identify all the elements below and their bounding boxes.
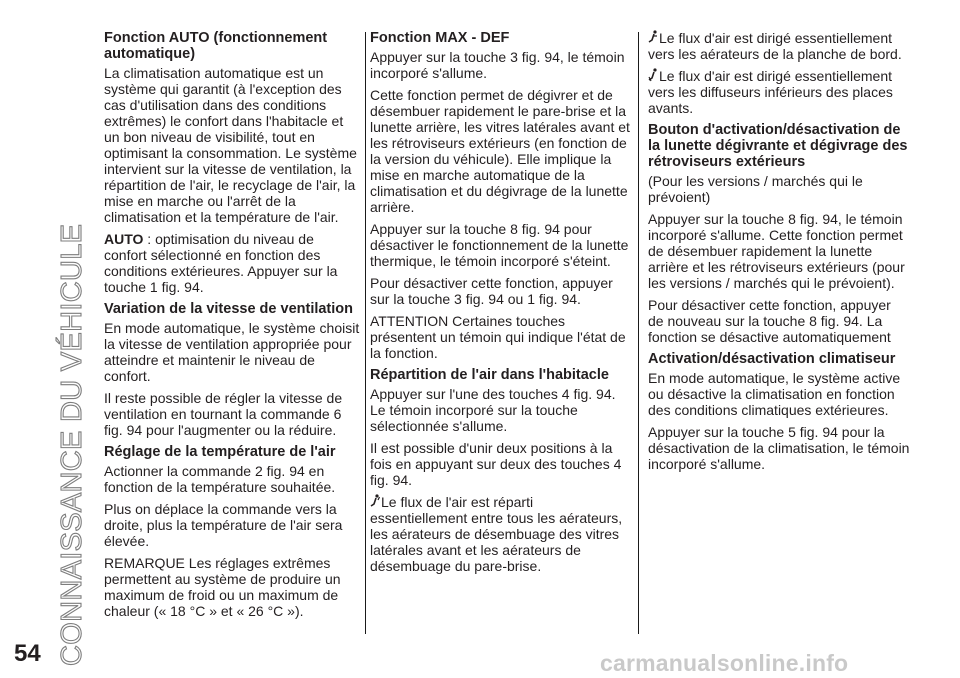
paragraph: Pour désactiver cette fonction, appuyer de nouveau sur la touche 8 fig. 94. La fonction se désactive automatiquement: [648, 297, 891, 345]
air-distribution-feet-icon: [648, 68, 658, 82]
paragraph: La climatisation automatique est un système qui garantit (à l'exception des cas d'utilisation dans des conditions extrêmes) le confort dans l'habitacle et un bon niveau de visibilité, tout en optimisant la consommation. Le système intervient sur la vitesse de ventilation, la répartition de l'air, le recyclage de l'air, la mise en marche ou l'arrêt de la climatisation et la température de l'air.: [104, 65, 357, 225]
heading-auto-function: Fonction AUTO (fonctionnement automatique): [104, 30, 328, 62]
paragraph-note: REMARQUE Les réglages extrêmes permettent au système de produire un maximum de froid ou un maximum de chaleur (« 18 °C » et « 26 °C »).: [104, 555, 341, 619]
paragraph: (Pour les versions / marchés qui le prévoient): [648, 173, 863, 205]
text-column-3: [648, 30, 910, 478]
heading-max-def: Fonction MAX - DEF: [370, 30, 510, 46]
vent-feet-text: Le flux d'air est dirigé essentiellement vers les diffuseurs inférieurs des places avants.: [648, 68, 893, 116]
heading-air-distribution: Répartition de l'air dans l'habitacle: [370, 367, 609, 383]
paragraph: Pour désactiver cette fonction, appuyer sur la touche 3 fig. 94 ou 1 fig. 94.: [370, 275, 613, 307]
watermark: carmanualsonline.info: [600, 650, 849, 676]
paragraph: Appuyer sur la touche 8 fig. 94, le témoin incorporé s'allume. Cette fonction permet de désembuer rapidement la lunette arrière et les rétroviseurs extérieurs (pour les versions / marchés qui le prévoient).: [648, 211, 905, 291]
paragraph: En mode automatique, le système choisit la vitesse de ventilation appropriée pour atteindre et maintenir le niveau de confort.: [104, 320, 360, 384]
vent-dashboard-text: Le flux d'air est dirigé essentiellement vers les aérateurs de la planche de bord.: [648, 30, 902, 62]
heading-fan-speed: Variation de la vitesse de ventilation: [104, 301, 354, 317]
heading-rear-defrost: Bouton d'activation/désactivation de la lunette dégivrante et dégivrage des rétroviseurs extérieurs: [648, 122, 908, 170]
air-distribution-dashboard-icon: [648, 30, 658, 44]
paragraph: Appuyer sur la touche 5 fig. 94 pour la désactivation de la climatisation, le témoin incorporé s'allume.: [648, 424, 910, 472]
heading-air-conditioning: Activation/désactivation climatiseur: [648, 351, 896, 367]
heading-temperature: Réglage de la température de l'air: [104, 444, 336, 460]
air-distribution-all-vents-icon: [370, 494, 380, 508]
auto-description: : optimisation du niveau de confort sélectionné en fonction des conditions extérieures. Appuyer sur la touche 1 fig. 94.: [104, 231, 338, 295]
paragraph: En mode automatique, le système active ou désactive la climatisation en fonction des conditions climatiques extérieures.: [648, 370, 901, 418]
paragraph-attention: ATTENTION Certaines touches présentent un témoin qui indique l'état de la fonction.: [370, 313, 626, 361]
paragraph-vent-all: [370, 494, 632, 574]
column-divider: [365, 32, 366, 634]
page-number: 54: [14, 640, 41, 667]
paragraph: Plus on déplace la commande vers la droite, plus la température de l'air sera élevée.: [104, 501, 343, 549]
text-column-2: [370, 30, 632, 580]
section-side-title: CONNAISSANCE DU VÉHICULE: [56, 223, 88, 666]
paragraph: Il reste possible de régler la vitesse de ventilation en tournant la commande 6 fig. 94 pour l'augmenter ou la réduire.: [104, 390, 343, 438]
paragraph: Actionner la commande 2 fig. 94 en fonction de la température souhaitée.: [104, 463, 336, 495]
paragraph: Appuyer sur la touche 3 fig. 94, le témoin incorporé s'allume.: [370, 49, 625, 81]
auto-label: AUTO: [104, 231, 144, 247]
paragraph: Appuyer sur la touche 8 fig. 94 pour désactiver le fonctionnement de la lunette thermique, le témoin incorporé s'éteint.: [370, 221, 629, 269]
paragraph: Appuyer sur l'une des touches 4 fig. 94. Le témoin incorporé sur la touche sélectionnée s'allume.: [370, 386, 616, 434]
column-divider: [638, 32, 639, 634]
paragraph: Il est possible d'unir deux positions à la fois en appuyant sur deux des touches 4 fig. 94.: [370, 440, 622, 488]
vent-all-text: Le flux de l'air est réparti essentiellement entre tous les aérateurs, les aérateurs de désembuage des vitres latérales avant et les aérateurs de désembuage du pare-brise.: [370, 494, 623, 574]
paragraph-vent-feet: [648, 68, 910, 116]
text-column-1: [104, 30, 360, 625]
paragraph: Cette fonction permet de dégivrer et de désembuer rapidement le pare-brise et la lunette arrière, les vitres latérales avant et les rétroviseurs extérieurs (en fonction de la version du véhicule). Elle implique la mise en marche automatique de la climatisation et du dégivrage de la lunette arrière.: [370, 87, 630, 215]
paragraph-vent-dashboard: [648, 30, 910, 62]
paragraph-auto: [104, 231, 360, 295]
